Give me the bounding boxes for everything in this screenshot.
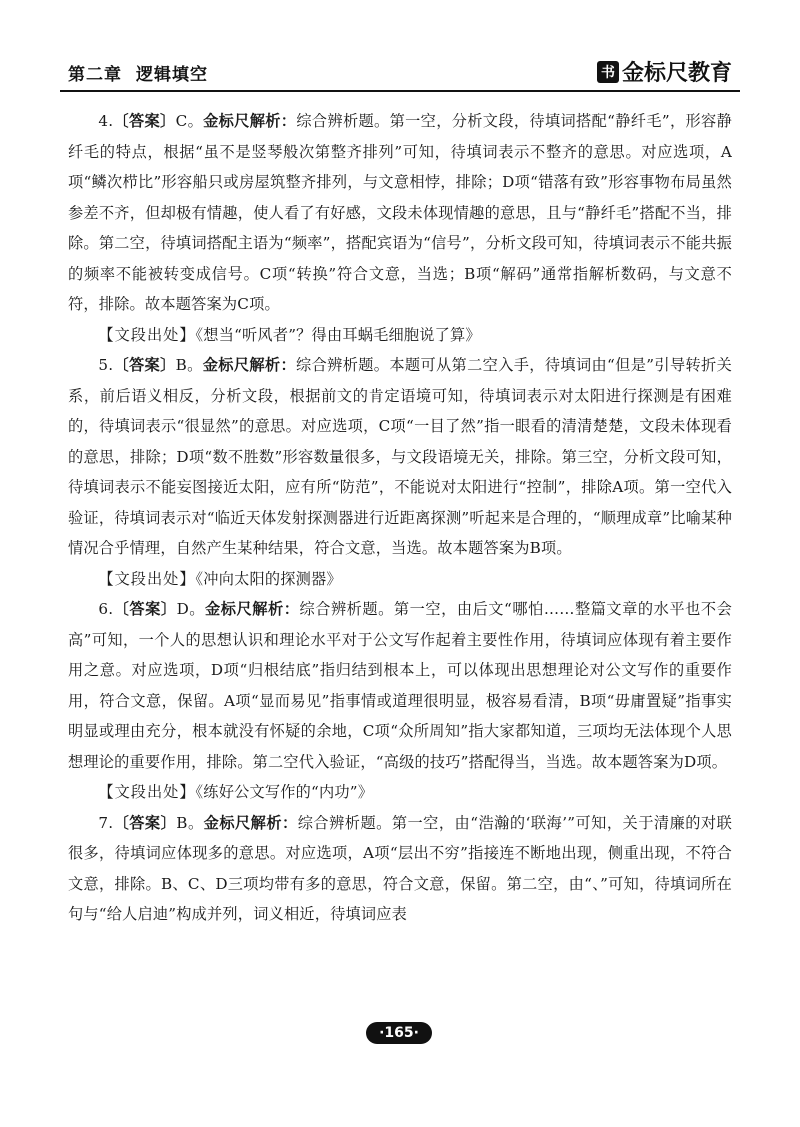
brand-name: 金标尺教育 <box>621 61 732 86</box>
answer-value: C。 <box>175 112 204 130</box>
source-title: 《冲向太阳的探测器》 <box>195 569 342 588</box>
chapter-title: 逻辑填空 <box>136 65 208 85</box>
header-divider <box>60 90 740 92</box>
source-title: 《想当“听风者”？得由耳蜗毛细胞说了算》 <box>195 325 481 344</box>
page-number: ·165· <box>366 1022 432 1044</box>
chapter-number: 第二章 <box>68 65 122 85</box>
source-label: 【文段出处】 <box>98 783 196 801</box>
answer-label: 〔答案〕 <box>113 356 176 374</box>
chapter-heading <box>68 60 222 85</box>
answer-value: B。 <box>176 813 204 832</box>
source-6 <box>68 777 732 808</box>
analysis-text: 综合辨析题。第一空，由后文“哪怕……整篇文章的水平也不会高”可知，一个人的思想认识和理论水平对于公文写作起着主要性作用，待填词应体现有着主要作用之意。对应选项，D项“归根结底”指归结到根本上，可以体现出思想理论对公文写作的重要作用，符合文意，保留。A项“显而易见”指事情或道理很明显，极容易看清，B项“毋庸置疑”指事实明显或理由充分，根本就没有怀疑的余地，C项“众所周知”指大家都知道，三项均无法体现个人思想理论的重要作用，排除。第二空代入验证，“高级的技巧”搭配得当，当选。故本题答案为D项。 <box>68 600 732 771</box>
entry-6 <box>68 594 732 777</box>
book-icon: 书 <box>597 61 619 83</box>
analysis-label: 金标尺解析： <box>202 356 297 374</box>
question-number: 5. <box>98 356 114 374</box>
analysis-label: 金标尺解析： <box>203 112 297 130</box>
page-header <box>60 52 740 88</box>
entry-7 <box>68 808 732 930</box>
question-number: 6. <box>98 600 114 618</box>
entry-5 <box>68 350 732 564</box>
answer-label: 〔答案〕 <box>113 112 176 130</box>
source-5 <box>68 564 732 595</box>
analysis-text: 综合辨析题。第一空，分析文段，待填词搭配“静纤毛”，形容静纤毛的特点，根据“虽不是竖琴般次第整齐排列”可知，待填词表示不整齐的意思。对应选项，A项“鳞次栉比”形容船只或房屋筑整齐排列，与文意相悖，排除；D项“错落有致”形容事物布局虽然参差不齐，但却极有情趣，使人看了有好感，文段未体现情趣的意思，且与“静纤毛”搭配不当，排除。第二空，待填词搭配主语为“频率”，搭配宾语为“信号”，分析文段可知，待填词表示不能共振的频率不能被转变成信号。C项“转换”符合文意，当选；B项“解码”通常指解析数码，与文意不符，排除。故本题答案为C项。 <box>68 112 732 313</box>
question-number: 4. <box>98 112 114 130</box>
question-number: 7. <box>98 813 114 832</box>
source-label: 【文段出处】 <box>98 325 196 344</box>
analysis-label: 金标尺解析： <box>205 600 300 618</box>
answer-label: 〔答案〕 <box>113 600 177 618</box>
analysis-label: 金标尺解析： <box>203 813 298 832</box>
source-title: 《练好公文写作的“内功”》 <box>195 783 374 801</box>
brand-logo <box>597 56 732 87</box>
source-label: 【文段出处】 <box>98 569 196 588</box>
source-4 <box>68 320 732 351</box>
answer-label: 〔答案〕 <box>113 813 177 832</box>
analysis-text: 综合辨析题。本题可从第二空入手，待填词由“但是”引导转折关系，前后语义相反，分析文段，根据前文的肯定语境可知，待填词表示对太阳进行探测是有困难的，待填词表示“很显然”的意思。对应选项，C项“一目了然”指一眼看的清清楚楚，文段未体现看的意思，排除；D项“数不胜数”形容数量很多，与文段语境无关，排除。第三空，分析文段可知，待填词表示不能妄图接近太阳，应有所“防范”，不能说对太阳进行“控制”，排除A项。第一空代入验证，待填词表示对“临近天体发射探测器进行近距离探测”听起来是合理的，“顺理成章”比喻某种情况合乎情理，自然产生某种结果，符合文意，当选。故本题答案为B项。 <box>68 356 732 557</box>
analysis-text: 综合辨析题。第一空，由“浩瀚的‘联海’”可知，关于清廉的对联很多，待填词应体现多的意思。对应选项，A项“层出不穷”指接连不断地出现，侧重出现，不符合文意，排除。B、C、D三项均带有多的意思，符合文意，保留。第二空，由“、”可知，待填词所在句与“给人启迪”构成并列，词义相近，待填词应表 <box>68 813 732 923</box>
answer-explanations <box>68 106 732 930</box>
answer-value: B。 <box>175 356 203 374</box>
entry-4 <box>68 106 732 320</box>
answer-value: D。 <box>176 600 206 618</box>
